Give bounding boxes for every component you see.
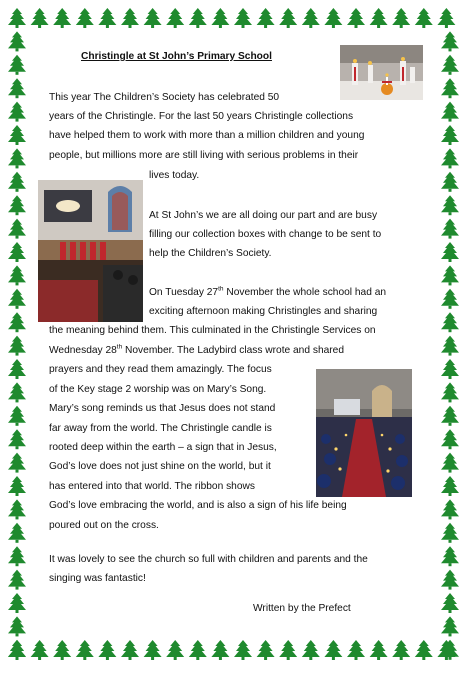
tree-icon [166, 640, 184, 660]
tree-icon [441, 523, 459, 543]
tree-icon [415, 640, 433, 660]
text-line: years of the Christingle. For the last 50 years Christingle collections [49, 111, 354, 122]
tree-icon [437, 8, 455, 28]
tree-icon [441, 382, 459, 402]
tree-icon [53, 8, 71, 28]
tree-icon [370, 640, 388, 660]
tree-icon [347, 640, 365, 660]
tree-icon [8, 242, 26, 262]
text-line: people, but millions more are still living with serious problems in their [49, 150, 359, 161]
tree-icon [441, 55, 459, 75]
tree-icon [441, 31, 459, 51]
tree-icon [121, 640, 139, 660]
tree-icon [189, 8, 207, 28]
tree-icon [441, 125, 459, 145]
tree-icon [234, 8, 252, 28]
text-line: Mary’s song reminds us that Jesus does not stand [49, 403, 276, 414]
tree-icon [8, 640, 26, 660]
tree-icon [8, 195, 26, 215]
tree-icon [144, 8, 162, 28]
tree-icon [415, 8, 433, 28]
tree-icon [441, 242, 459, 262]
tree-icon [8, 172, 26, 192]
tree-icon [8, 453, 26, 473]
tree-icon [8, 125, 26, 145]
tree-icon [8, 359, 26, 379]
tree-icon [8, 102, 26, 122]
tree-icon [441, 546, 459, 566]
tree-icon [8, 570, 26, 590]
tree-icon [8, 289, 26, 309]
tree-icon [8, 265, 26, 285]
tree-icon [302, 8, 320, 28]
tree-icon [257, 8, 275, 28]
tree-icon [441, 336, 459, 356]
tree-icon [279, 8, 297, 28]
tree-icon [8, 55, 26, 75]
wednesday-line: Wednesday 28th November. The Ladybird class wrote and shared [49, 343, 344, 356]
church-service-photo [38, 180, 143, 322]
tree-icon [8, 476, 26, 496]
text-line: This year The Children’s Society has celebrated 50 [49, 92, 280, 103]
tree-icon [8, 429, 26, 449]
tree-icon [441, 476, 459, 496]
text-line: exciting afternoon making Christingles and sharing [149, 306, 378, 317]
tree-icon [121, 8, 139, 28]
page-title: Christingle at St John’s Primary School [81, 51, 272, 62]
tree-icon [144, 640, 162, 660]
text-line: At St John’s we are all doing our part and are busy [149, 210, 378, 221]
tree-icon [211, 640, 229, 660]
text-line: rooted deep within the earth – a sign that in Jesus, [49, 442, 277, 453]
tree-icon [76, 8, 94, 28]
text-line: has entered into that world. The ribbon shows [49, 481, 255, 492]
tree-icon [441, 429, 459, 449]
text-line: God’s love does not just shine on the world, but it [49, 461, 271, 472]
text-line: of the Key stage 2 worship was on Mary’s Song. [49, 384, 267, 395]
tree-icon [8, 312, 26, 332]
tree-icon [234, 640, 252, 660]
candlelit-church-photo [316, 369, 412, 497]
tree-icon [211, 8, 229, 28]
tree-icon [8, 8, 26, 28]
tree-icon [441, 102, 459, 122]
tree-icon [8, 499, 26, 519]
tree-icon [441, 312, 459, 332]
tree-icon [8, 616, 26, 636]
text-line: far away from the world. The Christingle candle is [49, 423, 272, 434]
text-line: filling our collection boxes with change to be sent to [149, 229, 382, 240]
tree-icon [441, 219, 459, 239]
tree-icon [441, 195, 459, 215]
text-line: prayers and they read them amazingly. The focus [49, 364, 272, 375]
tree-icon [441, 148, 459, 168]
tree-icon [441, 172, 459, 192]
text-line: God’s love embracing the world, and is also a sign of his life being [49, 500, 347, 511]
text-line: the meaning behind them. This culminated in the Christingle Services on [49, 325, 376, 336]
tree-icon [347, 8, 365, 28]
tree-icon [31, 640, 49, 660]
tree-icon [166, 8, 184, 28]
tree-icon [8, 219, 26, 239]
tree-icon [441, 406, 459, 426]
tree-icon [8, 382, 26, 402]
tree-icon [257, 640, 275, 660]
tree-icon [441, 265, 459, 285]
tree-icon [189, 640, 207, 660]
christingle-candles-photo [340, 45, 423, 100]
text-line: help the Children’s Society. [149, 248, 272, 259]
tree-icon [53, 640, 71, 660]
tree-icon [441, 78, 459, 98]
text-line: lives today. [149, 170, 200, 181]
tree-icon [8, 148, 26, 168]
tree-icon [31, 8, 49, 28]
tree-icon [8, 546, 26, 566]
tree-icon [392, 8, 410, 28]
tree-icon [8, 336, 26, 356]
tree-icon [279, 640, 297, 660]
text-line: poured out on the cross. [49, 520, 159, 531]
tree-icon [98, 640, 116, 660]
text-line: singing was fantastic! [49, 573, 146, 584]
tree-icon [324, 640, 342, 660]
tree-icon [441, 453, 459, 473]
tree-icon [302, 640, 320, 660]
tree-icon [441, 359, 459, 379]
tree-icon [441, 289, 459, 309]
tree-icon [8, 593, 26, 613]
tree-icon [8, 78, 26, 98]
tree-icon [441, 499, 459, 519]
tree-icon [441, 616, 459, 636]
text-line: have helped them to work with more than a million children and young [49, 130, 365, 141]
signature: Written by the Prefect [253, 603, 351, 614]
tree-icon [370, 8, 388, 28]
tree-icon [324, 8, 342, 28]
tree-icon [98, 8, 116, 28]
tree-icon [8, 31, 26, 51]
tree-icon [76, 640, 94, 660]
tree-icon [441, 570, 459, 590]
tree-icon [392, 640, 410, 660]
tree-icon [8, 523, 26, 543]
text-line: It was lovely to see the church so full with children and parents and the [49, 554, 368, 565]
tree-icon [8, 406, 26, 426]
tuesday-line: On Tuesday 27th November the whole school had an [149, 285, 387, 298]
tree-icon [441, 593, 459, 613]
